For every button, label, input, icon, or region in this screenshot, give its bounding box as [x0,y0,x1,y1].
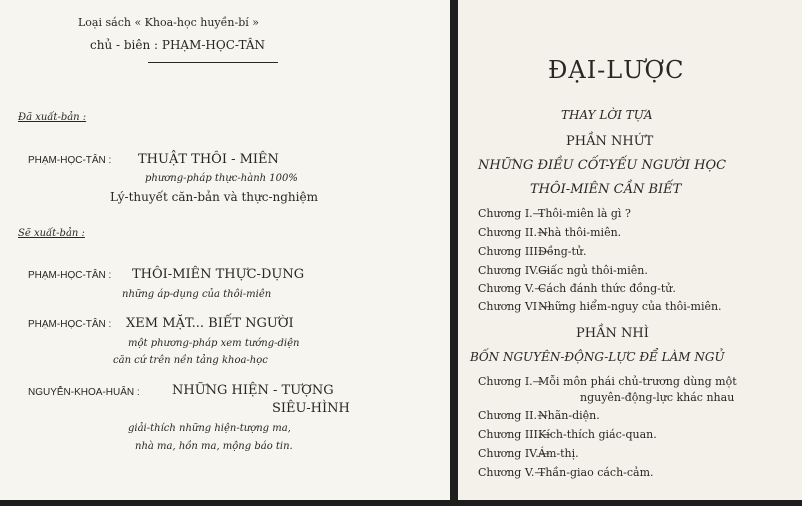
book-subtitle: Lý-thuyết căn-bản và thực-nghiệm [110,190,318,204]
chapter-label: Chương V.— [478,282,546,295]
page-title: ĐẠI-LƯỢC [548,56,685,84]
chapter-entry [478,375,737,388]
forthcoming-heading: Sẽ xuất-bản : [18,228,85,239]
book-subtitle: một phương-pháp xem tướng-diện [128,338,300,349]
chapter-title-continued: nguyên-động-lực khác nhau [580,391,735,404]
chapter-label: Chương IV.— [478,447,550,460]
book-subtitle: nhà ma, hồn ma, mộng báo tin. [135,441,293,452]
book-title: THÔI-MIÊN THỰC-DỤNG [132,267,305,282]
chapter-entry [478,226,621,239]
part-subtitle: THÔI-MIÊN CẦN BIẾT [530,182,682,197]
book-title-continued: SIÊU-HÌNH [272,401,350,416]
chapter-title: Mỗi môn phái chủ-trương dùng một [538,375,737,388]
chapter-entry [478,282,676,295]
preface-heading: THAY LỜI TỰA [561,108,653,122]
chapter-entry [478,245,586,258]
chapter-label: Chương III.— [478,245,553,258]
book-subtitle: những áp-dụng của thôi-miên [122,289,272,300]
divider [148,62,278,63]
chapter-title: Cách đánh thức đồng-tử. [538,282,676,295]
author: PHẠM-HỌC-TÂN : [28,319,112,330]
chapter-title: Kích-thích giác-quan. [538,428,657,441]
chapter-label: Chương II.— [478,226,549,239]
part-subtitle: BỐN NGUYÊN-ĐỘNG-LỰC ĐỂ LÀM NGỦ [470,350,725,364]
published-heading: Đã xuất-bản : [18,112,87,123]
chapter-label: Chương VI — [478,300,552,313]
chapter-label: Chương IV.— [478,264,550,277]
chapter-title: Đồng-tử. [538,245,587,258]
chapter-title: Ám-thị. [538,447,579,460]
chapter-entry [478,207,631,220]
chapter-label: Chương I.— [478,207,544,220]
book-subtitle: phương-pháp thực-hành 100% [145,173,298,184]
book-subtitle: căn cứ trên nền tảng khoa-học [113,355,268,366]
author: NGUYỄN-KHOA-HUÂN : [28,387,140,398]
series-line: Loại sách « Khoa-học huyền-bí » [78,16,259,29]
right-page [458,0,802,500]
part-heading: PHẦN NHỨT [566,134,654,149]
chapter-entry [478,447,579,460]
chapter-title: Nhãn-diện. [538,409,600,422]
book-title: XEM MẶT... BIẾT NGƯỜI [126,316,294,331]
chapter-entry [478,409,600,422]
book-subtitle: giải-thích những hiện-tượng ma, [128,423,291,434]
chapter-title: Giấc ngủ thôi-miên. [538,264,648,277]
chapter-title: Thần-giao cách-cảm. [538,466,654,479]
chapter-title: Nhà thôi-miên. [538,226,622,239]
chapter-label: Chương II.— [478,409,549,422]
chapter-entry [478,264,648,277]
chapter-title: Thôi-miên là gì ? [538,207,631,220]
chapter-label: Chương III.— [478,428,553,441]
chapter-entry [478,300,722,313]
editor-line: chủ - biên : PHẠM-HỌC-TÂN [90,38,266,52]
chapter-entry [478,466,654,479]
part-subtitle: NHỮNG ĐIỀU CỐT-YẾU NGƯỜI HỌC [478,158,727,173]
chapter-title: Những hiểm-nguy của thôi-miên. [538,300,722,313]
author: PHẠM-HỌC-TÂN : [28,155,112,166]
chapter-entry [478,428,657,441]
book-title: NHỮNG HIỆN - TƯỢNG [172,383,334,398]
author: PHẠM-HỌC-TÂN : [28,270,112,281]
part-heading: PHẦN NHÌ [576,326,649,341]
book-title: THUẬT THÔI - MIÊN [138,152,279,167]
chapter-label: Chương V.— [478,466,546,479]
chapter-label: Chương I.— [478,375,544,388]
